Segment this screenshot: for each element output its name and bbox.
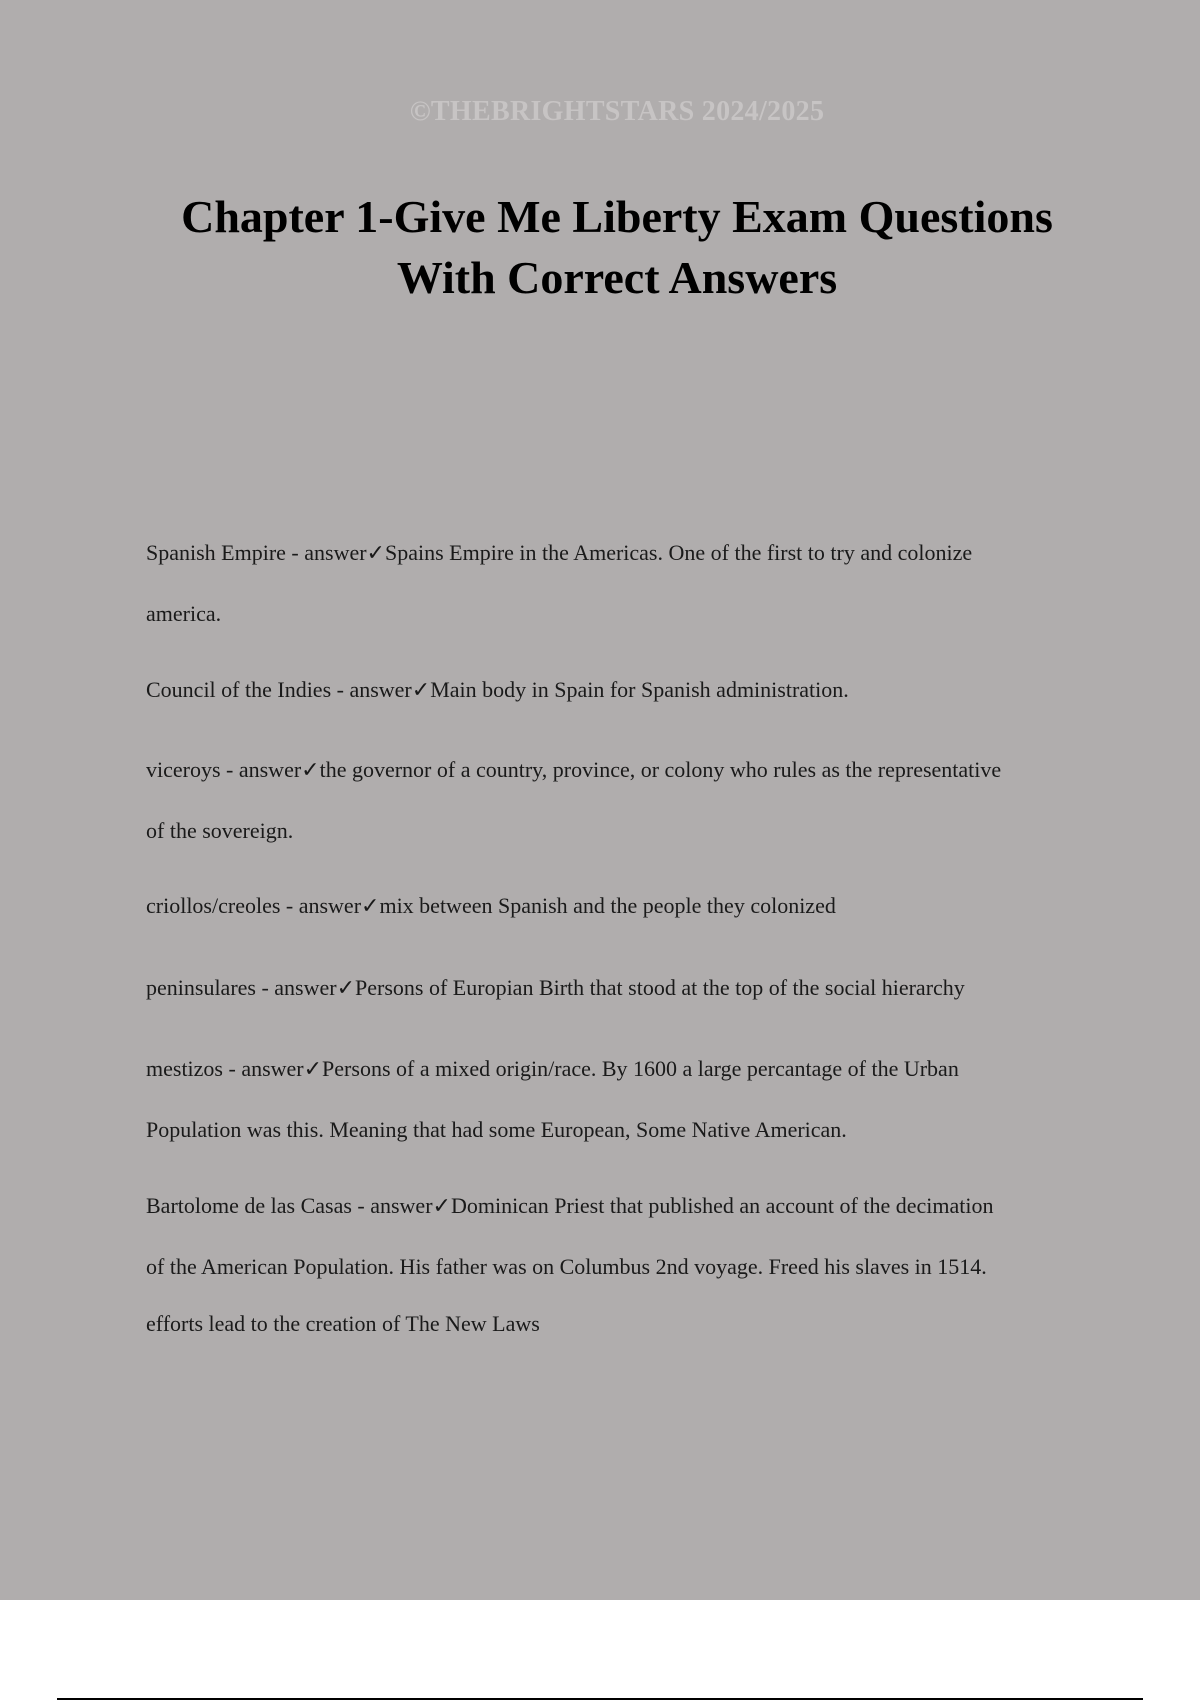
entry-line: Council of the Indies - answer✓Main body in Spain for Spanish administration. [146, 677, 849, 702]
qa-entry-mestizos [146, 1038, 1096, 1160]
title-line-1: Chapter 1-Give Me Liberty Exam Questions [181, 191, 1053, 242]
question-answer-list [146, 522, 1096, 1351]
qa-entry-viceroys [146, 739, 1096, 861]
entry-line: of the sovereign. [146, 818, 294, 843]
entry-line: viceroys - answer✓the governor of a country, province, or colony who rules as the representative [146, 757, 1002, 782]
document-title [120, 186, 1114, 308]
copyright-watermark: ©THEBRIGHTSTARS 2024/2025 [409, 96, 825, 127]
entry-line: Population was this. Meaning that had some European, Some Native American. [146, 1117, 847, 1142]
qa-entry-bartolome-de-las-casas [146, 1175, 1096, 1351]
qa-entry-criollos [146, 875, 1096, 936]
entry-line: peninsulares - answer✓Persons of Europian Birth that stood at the top of the social hierarchy [146, 975, 965, 1000]
entry-line: efforts lead to the creation of The New Laws [146, 1311, 540, 1336]
entry-line: criollos/creoles - answer✓mix between Spanish and the people they colonized [146, 893, 836, 918]
qa-entry-spanish-empire [146, 522, 1096, 644]
qa-entry-council-of-the-indies [146, 659, 1096, 720]
entry-line: Spanish Empire - answer✓Spains Empire in the Americas. One of the first to try and colonize [146, 540, 973, 565]
entry-line: mestizos - answer✓Persons of a mixed origin/race. By 1600 a large percantage of the Urban [146, 1056, 959, 1081]
entry-line: Bartolome de las Casas - answer✓Dominican Priest that published an account of the decimation [146, 1193, 994, 1218]
title-line-2: With Correct Answers [396, 252, 838, 303]
qa-entry-peninsulares [146, 957, 1096, 1018]
entry-line: of the American Population. His father was on Columbus 2nd voyage. Freed his slaves in 1514. [146, 1254, 987, 1279]
entry-line: america. [146, 601, 222, 626]
